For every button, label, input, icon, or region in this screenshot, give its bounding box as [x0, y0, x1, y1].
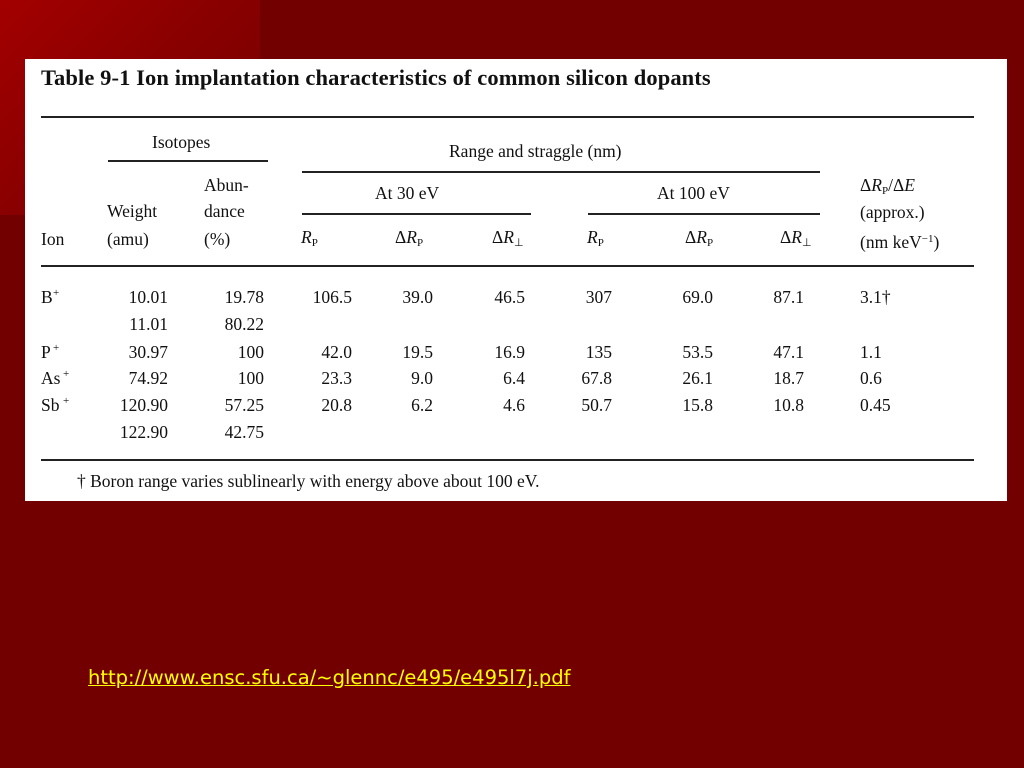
top-rule	[41, 116, 974, 118]
header-drperp-30: $\Delta R_\perp$	[492, 227, 524, 249]
cell-weight: 120.90	[119, 395, 168, 415]
cell-drperp100: 18.7	[773, 368, 804, 388]
cell-drp30: 39.0	[402, 287, 433, 307]
header-rp-100: $R_P$	[587, 227, 604, 249]
cell-weight: 30.97	[128, 342, 168, 362]
at100-rule	[588, 213, 820, 215]
header-range-straggle: Range and straggle (nm)	[449, 141, 622, 161]
cell-drp100: 15.8	[682, 395, 713, 415]
cell-weight: 74.92	[128, 368, 168, 388]
cell-drperp100: 87.1	[773, 287, 804, 307]
cell-ion: B	[41, 287, 53, 307]
cell-weight: 10.01	[128, 287, 168, 307]
cell-abundance: 100	[237, 342, 264, 362]
cell-drperp30: 46.5	[494, 287, 525, 307]
header-abund-3: (%)	[204, 229, 231, 249]
header-rule	[41, 265, 974, 267]
cell-rp30: 42.0	[321, 342, 352, 362]
cell-weight: 11.01	[129, 314, 168, 334]
cell-weight: 122.90	[119, 422, 168, 442]
cell-ion: As	[41, 368, 61, 388]
cell-rp30: 23.3	[321, 368, 352, 388]
header-weight-1: Weight	[107, 201, 158, 221]
cell-ion-charge: +	[63, 395, 70, 407]
cell-ion-charge: +	[53, 342, 60, 354]
header-drperp-100: $\Delta R_\perp$	[780, 227, 812, 249]
source-link[interactable]: http://www.ensc.sfu.ca/~glennc/e495/e495l7j.pdf	[88, 666, 571, 689]
cell-drperp30: 16.9	[494, 342, 525, 362]
cell-abundance: 80.22	[224, 314, 264, 334]
cell-ion-charge: +	[63, 368, 70, 380]
cell-abundance: 42.75	[224, 422, 264, 442]
header-ratio-3: (nm keV$^{-1}$)	[860, 232, 940, 252]
at30-rule	[302, 213, 531, 215]
cell-rp100: 307	[585, 287, 612, 307]
cell-rp30: 106.5	[312, 287, 352, 307]
header-abund-2: dance	[204, 201, 245, 221]
cell-drp100: 69.0	[682, 287, 713, 307]
cell-rp100: 50.7	[581, 395, 612, 415]
cell-ratio: 0.45	[860, 395, 891, 415]
cell-drp100: 53.5	[682, 342, 713, 362]
cell-ratio: 3.1†	[860, 287, 891, 307]
table-title: Table 9-1 Ion implantation characteristics of common silicon dopants	[41, 65, 711, 90]
table-footnote: † Boron range varies sublinearly with energy above about 100 eV.	[77, 471, 540, 491]
cell-drp30: 6.2	[411, 395, 433, 415]
cell-abundance: 100	[237, 368, 264, 388]
cell-rp100: 67.8	[581, 368, 612, 388]
cell-drp100: 26.1	[682, 368, 713, 388]
cell-drperp100: 47.1	[773, 342, 804, 362]
cell-ratio: 0.6	[860, 368, 882, 388]
cell-abundance: 57.25	[224, 395, 264, 415]
cell-drperp100: 10.8	[773, 395, 804, 415]
header-drp-100: $\Delta R_P$	[685, 227, 714, 249]
cell-ion: Sb	[41, 395, 60, 415]
cell-rp100: 135	[585, 342, 612, 362]
cell-ion: P	[41, 342, 51, 362]
header-ion: Ion	[41, 229, 65, 249]
isotopes-rule	[108, 160, 268, 162]
cell-ion-charge: +	[53, 287, 60, 299]
header-weight-2: (amu)	[107, 229, 149, 249]
header-ratio-2: (approx.)	[860, 202, 925, 222]
cell-drp30: 19.5	[402, 342, 433, 362]
header-isotopes: Isotopes	[152, 132, 211, 152]
table-image	[25, 59, 1007, 501]
cell-drp30: 9.0	[411, 368, 433, 388]
header-abund-1: Abun-	[204, 175, 249, 195]
cell-drperp30: 6.4	[503, 368, 525, 388]
cell-abundance: 19.78	[224, 287, 264, 307]
cell-drperp30: 4.6	[503, 395, 525, 415]
header-drp-30: $\Delta R_P$	[395, 227, 424, 249]
header-ratio-1: $\Delta R_P/\Delta E$	[860, 175, 915, 197]
header-at100: At 100 eV	[657, 183, 730, 203]
cell-rp30: 20.8	[321, 395, 352, 415]
header-rp-30: $R_P$	[301, 227, 318, 249]
bottom-rule	[41, 459, 974, 461]
range-rule	[302, 171, 820, 173]
header-at30: At 30 eV	[375, 183, 440, 203]
cell-ratio: 1.1	[860, 342, 882, 362]
